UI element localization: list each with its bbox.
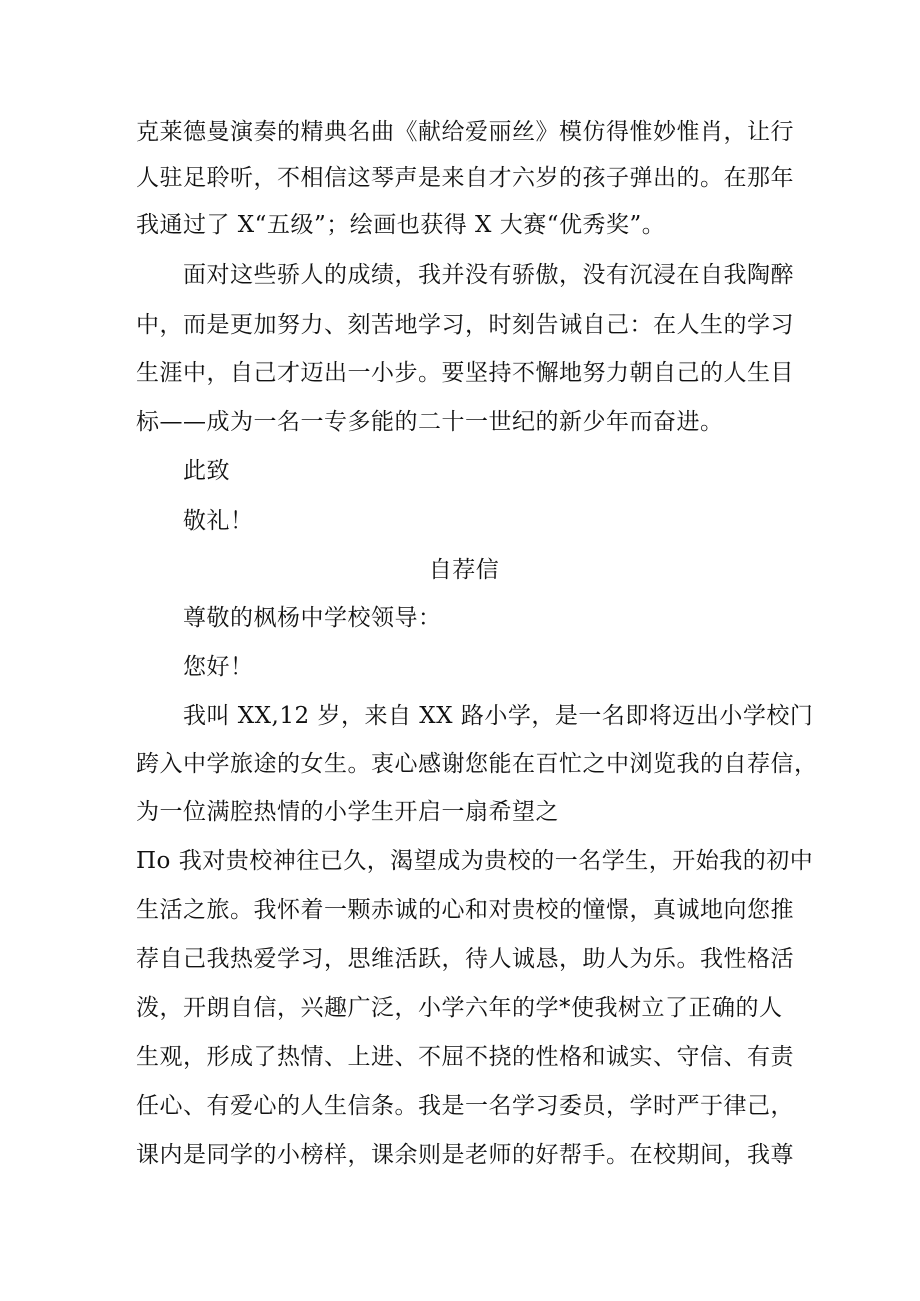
paragraph-line: 标——成为一名一专多能的二十一世纪的新少年而奋进。 xyxy=(136,409,724,435)
closing-regards: 敬礼！ xyxy=(183,508,254,534)
paragraph-line: 中，而是更加努力、刻苦地学习，时刻告诫自己：在人生的学习 xyxy=(136,312,794,338)
paragraph-line: 生观，形成了热情、上进、不屈不挠的性格和诚实、守信、有责 xyxy=(136,1044,794,1070)
section-title: 自荐信 xyxy=(428,557,500,583)
paragraph-line: Πo 我对贵校神往已久，渴望成为贵校的一名学生，开始我的初中 xyxy=(136,848,814,874)
paragraph-line: 生活之旅。我怀着一颗赤诚的心和对贵校的憧憬，真诚地向您推 xyxy=(136,897,794,923)
paragraph-line: 面对这些骄人的成绩，我并没有骄傲，没有沉浸在自我陶醉 xyxy=(183,262,794,288)
paragraph-line: 跨入中学旅途的女生。衷心感谢您能在百忙之中浏览我的自荐信， xyxy=(136,751,818,777)
paragraph-line: 课内是同学的小榜样，课余则是老师的好帮手。在校期间，我尊 xyxy=(136,1142,794,1168)
paragraph-line: 泼，开朗自信，兴趣广泛，小学六年的学*使我树立了正确的人 xyxy=(136,995,783,1021)
greeting-addressee: 尊敬的枫杨中学校领导： xyxy=(183,605,442,631)
paragraph-line: 荐自己我热爱学习，思维活跃，待人诚恳，助人为乐。我性格活 xyxy=(136,946,794,972)
paragraph-line: 克莱德曼演奏的精典名曲《献给爱丽丝》模仿得惟妙惟肖，让行 xyxy=(136,119,794,145)
paragraph-line: 人驻足聆听，不相信这琴声是来自才六岁的孩子弹出的。在那年 xyxy=(136,165,794,191)
closing-salutation: 此致 xyxy=(183,458,230,484)
paragraph-line: 为一位满腔热情的小学生开启一扇希望之 xyxy=(136,799,559,825)
paragraph-line: 我通过了 X“五级”；绘画也获得 X 大赛“优秀奖”。 xyxy=(136,212,666,238)
paragraph-line: 任心、有爱心的人生信条。我是一名学习委员，学时严于律己， xyxy=(136,1093,794,1119)
greeting: 您好！ xyxy=(183,654,254,680)
paragraph-line: 生涯中，自己才迈出一小步。要坚持不懈地努力朝自己的人生目 xyxy=(136,360,794,386)
paragraph-line: 我叫 XX,12 岁，来自 XX 路小学，是一名即将迈出小学校门 xyxy=(183,703,814,729)
